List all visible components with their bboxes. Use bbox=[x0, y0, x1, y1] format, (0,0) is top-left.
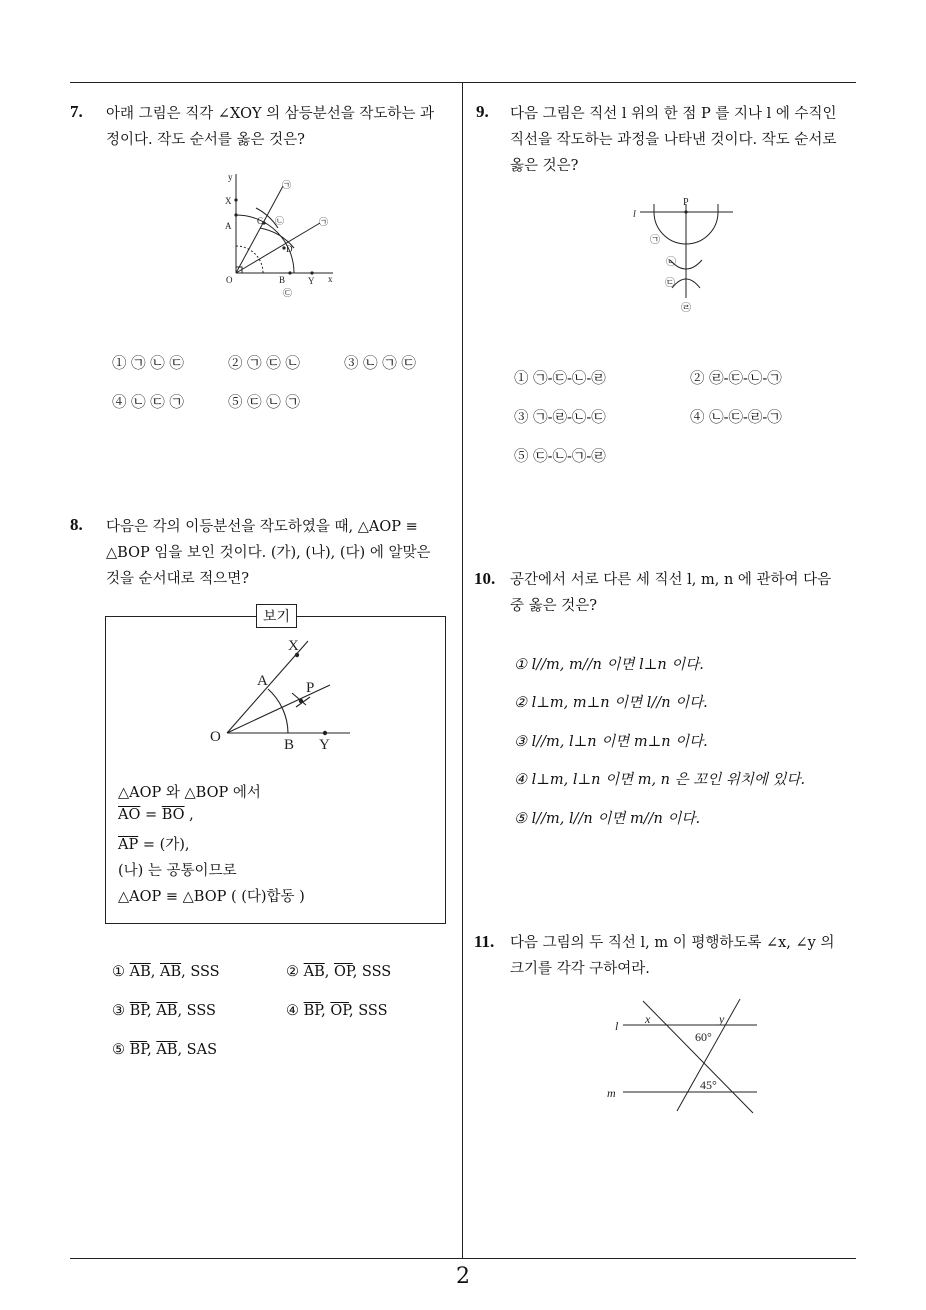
q7-choice-1[interactable]: ① ㉠ ㉡ ㉢ bbox=[112, 356, 184, 372]
q8-choice-2-num: ② bbox=[286, 964, 299, 980]
q9-choice-2[interactable]: ② ㉣-㉢-㉡-㉠ bbox=[690, 371, 782, 387]
q10-stem-line2: 중 옳은 것은? bbox=[510, 598, 598, 614]
q9-choice-4[interactable]: ④ ㉡-㉢-㉣-㉠ bbox=[690, 410, 782, 426]
q11-figure bbox=[605, 995, 765, 1115]
q9-number: 9. bbox=[476, 102, 489, 121]
q10-choice-4[interactable]: ④ l⊥m, l⊥n 이면 m, n 은 꼬인 위치에 있다. bbox=[514, 772, 806, 788]
top-rule bbox=[70, 82, 856, 83]
q8-choice-2[interactable]: ② $\overline{AB}$, $\overline{OP}$, SSS bbox=[286, 964, 392, 980]
q7-fig-label-Y: Y bbox=[308, 276, 315, 286]
q8-choice-5-b: $\overline{AB}$ bbox=[156, 1042, 178, 1058]
q8-proof-line5: △AOP ≡ △BOP ( (다)합동 ) bbox=[118, 889, 305, 905]
q8-stem bbox=[106, 514, 458, 592]
q8-choice-1-num: ① bbox=[112, 964, 125, 980]
q9-figure bbox=[628, 190, 738, 315]
q10-stem bbox=[510, 567, 860, 619]
q8-choice-4[interactable]: ④ $\overline{BP}$, $\overline{OP}$, SSS bbox=[286, 1003, 388, 1019]
q8-choice-3-b: $\overline{AB}$ bbox=[156, 1003, 178, 1019]
q8-box-label: 보기 bbox=[256, 604, 297, 628]
q7-fig-label-X: X bbox=[225, 196, 232, 206]
q11-fig-label-x: x bbox=[645, 1012, 651, 1026]
q8-figure bbox=[200, 633, 360, 753]
q11-stem-line1: 다음 그림의 두 직선 l, m 이 평행하도록 ∠x, ∠y 의 bbox=[510, 935, 835, 951]
q11-number: 11. bbox=[474, 932, 495, 951]
q8-stem-line2: △BOP 임을 보인 것이다. (가), (나), (다) 에 알맞은 bbox=[106, 545, 431, 561]
q8-choice-1-b: $\overline{AB}$ bbox=[159, 964, 182, 980]
bottom-rule bbox=[70, 1258, 856, 1259]
q10-choice-1[interactable]: ① l//m, m//n 이면 l⊥n 이다. bbox=[514, 657, 704, 673]
q7-fig-label-A: A bbox=[225, 221, 232, 231]
q8-choice-2-c: SSS bbox=[361, 964, 392, 980]
q7-fig-label-c3: ㉠ bbox=[319, 217, 329, 227]
q7-choice-4[interactable]: ④ ㉡ ㉢ ㉠ bbox=[112, 395, 184, 411]
q7-fig-label-O: O bbox=[226, 275, 233, 285]
q8-choice-2-a: $\overline{AB}$ bbox=[303, 964, 325, 980]
q7-stem-line1: 아래 그림은 직각 ∠XOY 의 삼등분선을 작도하는 과 bbox=[106, 106, 435, 122]
q7-choice-5[interactable]: ⑤ ㉢ ㉡ ㉠ bbox=[228, 395, 300, 411]
q8-fig-label-P: P bbox=[306, 680, 315, 696]
q8-fig-label-O: O bbox=[210, 729, 221, 745]
q7-fig-label-B: B bbox=[279, 275, 286, 285]
q9-fig-label-c1: ㉠ bbox=[650, 235, 660, 246]
q7-fig-label-c1: ㉠ bbox=[282, 180, 292, 190]
q10-choice-5[interactable]: ⑤ l//m, l//n 이면 m//n 이다. bbox=[514, 811, 701, 827]
q8-number: 8. bbox=[70, 515, 83, 534]
q8-proof-line2 bbox=[118, 807, 194, 823]
q7-fig-label-C: C bbox=[257, 216, 264, 226]
column-divider bbox=[462, 83, 463, 1258]
q8-proof-seg-ao: $\overline{AO}$ bbox=[118, 807, 141, 823]
q11-stem bbox=[510, 930, 860, 982]
q8-fig-label-Y: Y bbox=[319, 737, 330, 753]
q11-fig-label-60: 60° bbox=[695, 1030, 712, 1044]
q8-proof-ga: = (가), bbox=[138, 837, 190, 853]
q7-choice-2[interactable]: ② ㉠ ㉢ ㉡ bbox=[228, 356, 300, 372]
q7-stem bbox=[106, 101, 458, 153]
q8-choice-1-c: SSS bbox=[190, 964, 220, 980]
q9-fig-label-c3: ㉢ bbox=[665, 278, 675, 289]
q8-choice-5[interactable]: ⑤ $\overline{BP}$, $\overline{AB}$, SAS bbox=[112, 1042, 218, 1058]
q8-choice-5-num: ⑤ bbox=[112, 1042, 125, 1058]
q9-fig-label-l: l bbox=[633, 209, 636, 220]
q8-stem-line1: 다음은 각의 이등분선을 작도하였을 때, △AOP ≡ bbox=[106, 519, 418, 535]
q10-choice-2[interactable]: ② l⊥m, m⊥n 이면 l//n 이다. bbox=[514, 695, 708, 711]
q8-choice-2-b: $\overline{OP}$ bbox=[333, 964, 353, 980]
q9-fig-label-P: P bbox=[683, 197, 689, 208]
q10-choice-3[interactable]: ③ l//m, l⊥n 이면 m⊥n 이다. bbox=[514, 734, 708, 750]
page-number: 2 bbox=[456, 1264, 470, 1289]
q8-proof-comma: , bbox=[184, 807, 194, 823]
q9-stem-line1: 다음 그림은 직선 l 위의 한 점 P 를 지나 l 에 수직인 bbox=[510, 106, 837, 122]
q8-choice-4-a: $\overline{BP}$ bbox=[303, 1003, 322, 1019]
q9-choice-5[interactable]: ⑤ ㉢-㉡-㉠-㉣ bbox=[514, 449, 606, 465]
q9-stem bbox=[510, 101, 860, 179]
q11-fig-label-45: 45° bbox=[700, 1078, 717, 1092]
q7-choice-3[interactable]: ③ ㉡ ㉠ ㉢ bbox=[344, 356, 416, 372]
q8-choice-1[interactable]: ① $\overline{AB}$, $\overline{AB}$, SSS bbox=[112, 964, 220, 980]
q8-proof-seg-ap: $\overline{AP}$ bbox=[118, 837, 139, 853]
q8-proof-line3 bbox=[118, 833, 190, 854]
q7-number: 7. bbox=[70, 102, 83, 121]
q8-proof-seg-bo: $\overline{BO}$ bbox=[161, 807, 185, 823]
q9-stem-line3: 옳은 것은? bbox=[510, 158, 579, 174]
q8-choice-5-a: $\overline{BP}$ bbox=[129, 1042, 148, 1058]
q7-fig-label-y: y bbox=[228, 172, 233, 182]
q11-fig-label-m: m bbox=[607, 1086, 616, 1100]
q8-proof-line4: (나) 는 공통이므로 bbox=[118, 863, 237, 879]
q11-fig-label-l: l bbox=[615, 1019, 619, 1033]
q7-figure bbox=[218, 168, 348, 300]
q7-fig-label-c4: ㉢ bbox=[283, 288, 293, 298]
q7-fig-label-c2: ㉡ bbox=[275, 216, 285, 226]
q9-choice-1[interactable]: ① ㉠-㉢-㉡-㉣ bbox=[514, 371, 606, 387]
q8-choice-3-a: $\overline{BP}$ bbox=[129, 1003, 148, 1019]
q8-choice-5-c: SAS bbox=[186, 1042, 218, 1058]
q8-proof-eq: = bbox=[140, 807, 162, 823]
q8-choice-1-a: $\overline{AB}$ bbox=[129, 964, 151, 980]
q8-choice-4-num: ④ bbox=[286, 1003, 299, 1019]
q8-choice-3[interactable]: ③ $\overline{BP}$, $\overline{AB}$, SSS bbox=[112, 1003, 216, 1019]
q11-fig-label-y: y bbox=[719, 1012, 725, 1026]
q7-fig-label-D: D bbox=[286, 244, 293, 254]
q10-stem-line1: 공간에서 서로 다른 세 직선 l, m, n 에 관하여 다음 bbox=[510, 572, 832, 588]
q8-fig-label-A: A bbox=[257, 673, 268, 689]
q10-number: 10. bbox=[474, 569, 496, 588]
q8-proof-line1: △AOP 와 △BOP 에서 bbox=[118, 785, 261, 801]
q8-choice-4-c: SSS bbox=[358, 1003, 388, 1019]
q8-choice-3-c: SSS bbox=[186, 1003, 216, 1019]
q8-fig-label-B: B bbox=[284, 737, 295, 753]
q8-choice-3-num: ③ bbox=[112, 1003, 125, 1019]
q8-fig-label-X: X bbox=[288, 638, 299, 654]
q8-stem-line3: 것을 순서대로 적으면? bbox=[106, 571, 250, 587]
q9-fig-label-c2: ㉡ bbox=[666, 257, 676, 268]
q8-choice-4-b: $\overline{OP}$ bbox=[330, 1003, 350, 1019]
q9-stem-line2: 직선을 작도하는 과정을 나타낸 것이다. 작도 순서로 bbox=[510, 132, 837, 148]
q9-fig-label-c4: ㉣ bbox=[681, 303, 691, 314]
q7-stem-line2: 정이다. 작도 순서를 옳은 것은? bbox=[106, 132, 305, 148]
q11-stem-line2: 크기를 각각 구하여라. bbox=[510, 961, 650, 977]
q7-fig-label-x: x bbox=[328, 274, 333, 284]
q9-choice-3[interactable]: ③ ㉠-㉣-㉡-㉢ bbox=[514, 410, 606, 426]
